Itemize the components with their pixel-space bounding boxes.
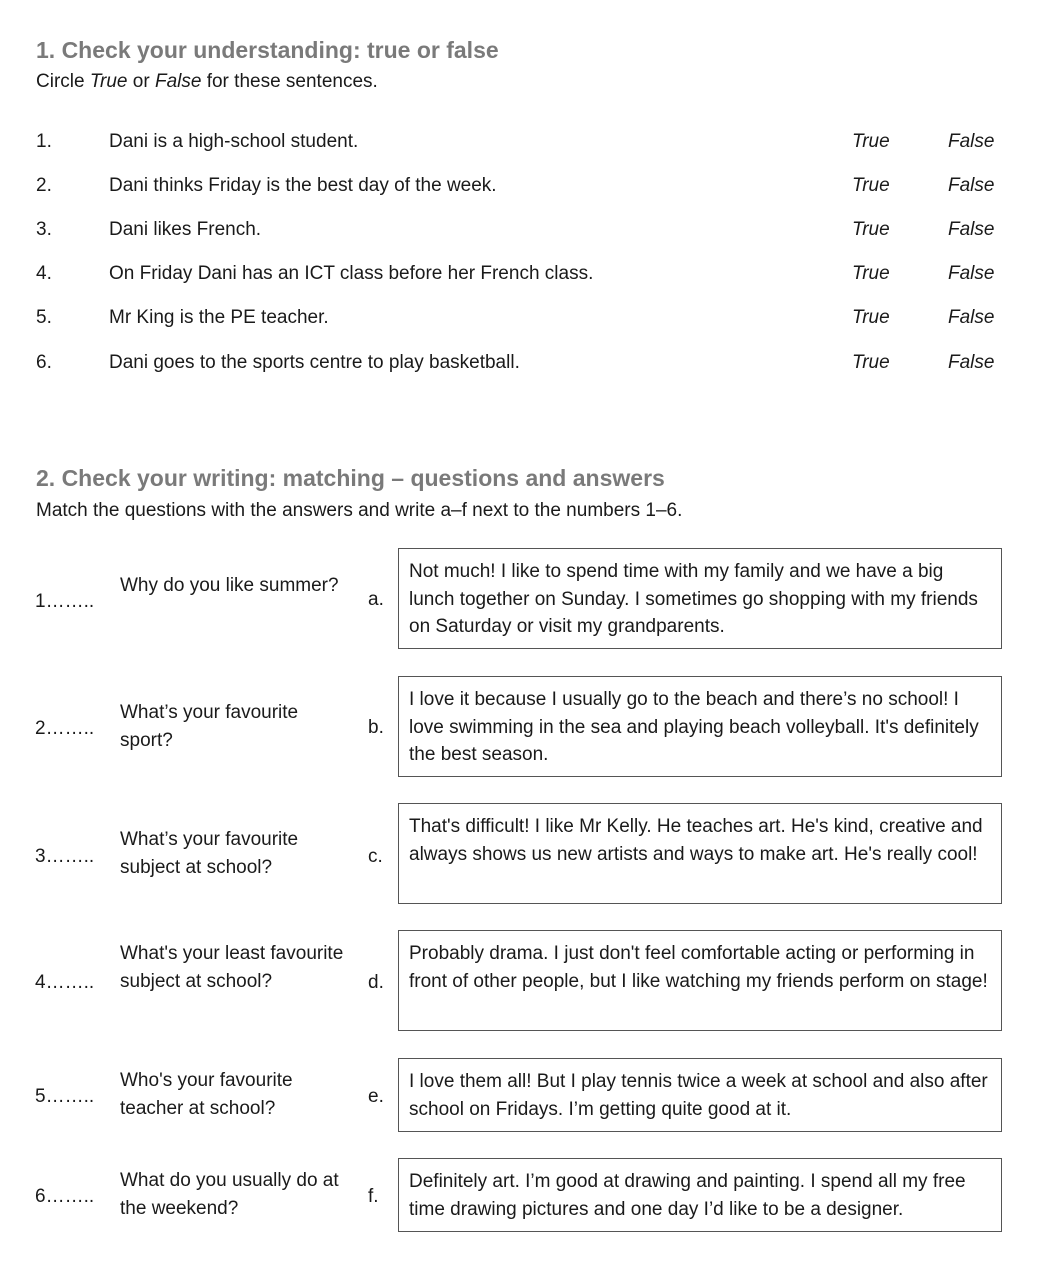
false-option[interactable]: False [948, 175, 995, 196]
false-option[interactable]: False [948, 263, 995, 284]
question-text: What’s your favourite subject at school? [120, 829, 299, 878]
false-option[interactable]: False [948, 219, 995, 240]
answer-box: That's difficult! I like Mr Kelly. He teaches art. He's kind, creative and always shows us new artists and ways to make art. He's really cool! [398, 803, 1002, 904]
section1-title: 1. Check your understanding: true or false [36, 37, 499, 63]
answer-box: Definitely art. I’m good at drawing and painting. I spend all my free time drawing pictures and one day I’d like to be a designer. [398, 1158, 1002, 1232]
tf-number: 4. [36, 263, 52, 284]
answer-box: I love it because I usually go to the beach and there’s no school! I love swimming in the sea and playing beach volleyball. It's definitely the best season. [398, 676, 1002, 777]
answer-letter: b. [368, 717, 384, 738]
answer-blank[interactable]: 2…….. [35, 718, 95, 739]
tf-row [0, 219, 1042, 249]
answer-blank[interactable]: 4…….. [35, 972, 95, 993]
tf-statement: Dani thinks Friday is the best day of the week. [109, 175, 497, 196]
answer-box: I love them all! But I play tennis twice a week at school and also after school on Fridays. I’m getting quite good at it. [398, 1058, 1002, 1132]
tf-statement: Dani is a high-school student. [109, 131, 359, 152]
question-text: Who's your favourite teacher at school? [120, 1070, 293, 1119]
true-option[interactable]: True [852, 307, 890, 328]
question-text: What do you usually do at the weekend? [120, 1170, 339, 1219]
question-text: What's your least favourite subject at school? [120, 943, 344, 992]
answer-letter: a. [368, 589, 384, 610]
answer-letter: f. [368, 1186, 379, 1207]
true-option[interactable]: True [852, 219, 890, 240]
question-text: What’s your favourite sport? [120, 702, 299, 751]
answer-letter: c. [368, 846, 383, 867]
tf-row [0, 352, 1042, 382]
tf-number: 5. [36, 307, 52, 328]
tf-statement: On Friday Dani has an ICT class before her French class. [109, 263, 594, 284]
question-text: Why do you like summer? [120, 575, 339, 596]
answer-blank[interactable]: 1…….. [35, 591, 95, 612]
tf-number: 2. [36, 175, 52, 196]
tf-statement: Mr King is the PE teacher. [109, 307, 329, 328]
tf-number: 3. [36, 219, 52, 240]
answer-letter: e. [368, 1086, 384, 1107]
tf-row [0, 175, 1042, 205]
tf-row [0, 263, 1042, 293]
section1-instruction: Circle True or False for these sentences. [36, 71, 378, 92]
true-option[interactable]: True [852, 131, 890, 152]
tf-number: 1. [36, 131, 52, 152]
true-option[interactable]: True [852, 352, 890, 373]
false-option[interactable]: False [948, 131, 995, 152]
section2-instruction: Match the questions with the answers and write a–f next to the numbers 1–6. [36, 500, 683, 521]
answer-blank[interactable]: 5…….. [35, 1086, 95, 1107]
section2-title: 2. Check your writing: matching – questions and answers [36, 465, 665, 491]
true-option[interactable]: True [852, 263, 890, 284]
answer-letter: d. [368, 972, 384, 993]
answer-box: Not much! I like to spend time with my family and we have a big lunch together on Sunday. I sometimes go shopping with my friends on Saturday or visit my grandparents. [398, 548, 1002, 649]
false-option[interactable]: False [948, 352, 995, 373]
answer-blank[interactable]: 3…….. [35, 846, 95, 867]
tf-row [0, 307, 1042, 337]
tf-statement: Dani likes French. [109, 219, 262, 240]
true-option[interactable]: True [852, 175, 890, 196]
tf-statement: Dani goes to the sports centre to play basketball. [109, 352, 520, 373]
tf-row [0, 131, 1042, 161]
answer-box: Probably drama. I just don't feel comfortable acting or performing in front of other people, but I like watching my friends perform on stage! [398, 930, 1002, 1031]
tf-number: 6. [36, 352, 52, 373]
answer-blank[interactable]: 6…….. [35, 1186, 95, 1207]
false-option[interactable]: False [948, 307, 995, 328]
